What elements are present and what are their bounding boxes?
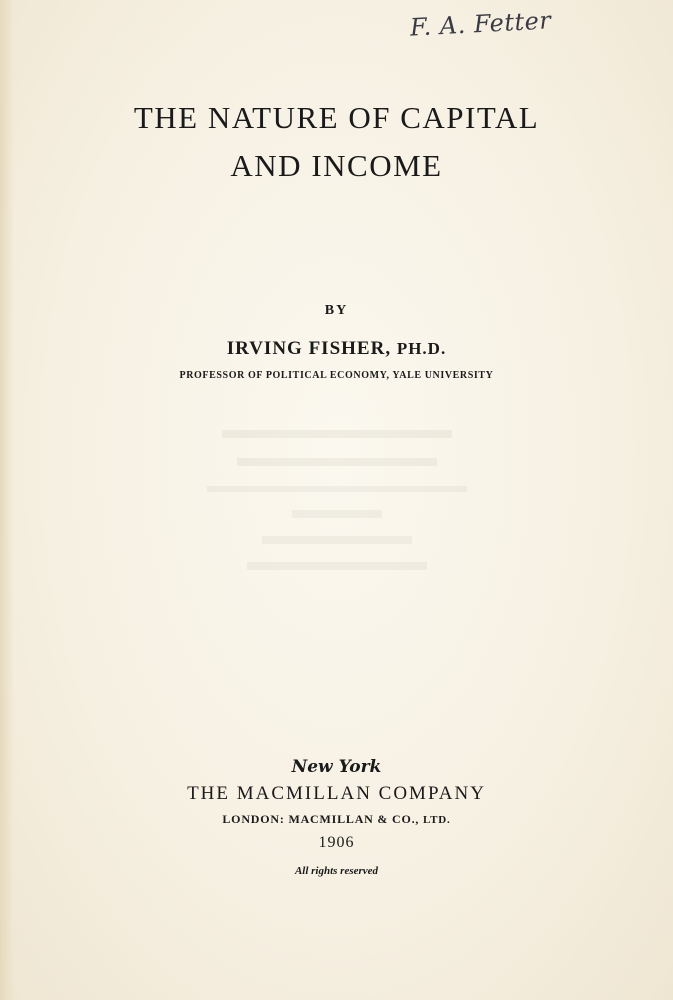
show-through-shadow (0, 420, 673, 570)
author-affiliation: PROFESSOR OF POLITICAL ECONOMY, YALE UNIVERSITY (179, 370, 494, 381)
author-degree: PH.D. (396, 339, 447, 358)
author (0, 338, 673, 360)
rights-notice: All rights reserved (294, 865, 379, 877)
imprint-place: New York (291, 757, 382, 777)
publication-year: 1906 (318, 834, 355, 851)
publisher-london (0, 812, 673, 827)
book-title-line-1: THE NATURE OF CAPITAL (133, 100, 540, 135)
byline: BY (324, 303, 349, 318)
publisher-london-text: LONDON: MACMILLAN & CO., (222, 812, 420, 826)
publisher-ltd: LTD. (423, 814, 451, 826)
handwritten-signature: F. A. Fetter (409, 6, 552, 42)
author-name: IRVING FISHER, (226, 338, 392, 359)
book-title-line-2: AND INCOME (230, 148, 443, 183)
publisher-name: THE MACMILLAN COMPANY (187, 783, 486, 804)
